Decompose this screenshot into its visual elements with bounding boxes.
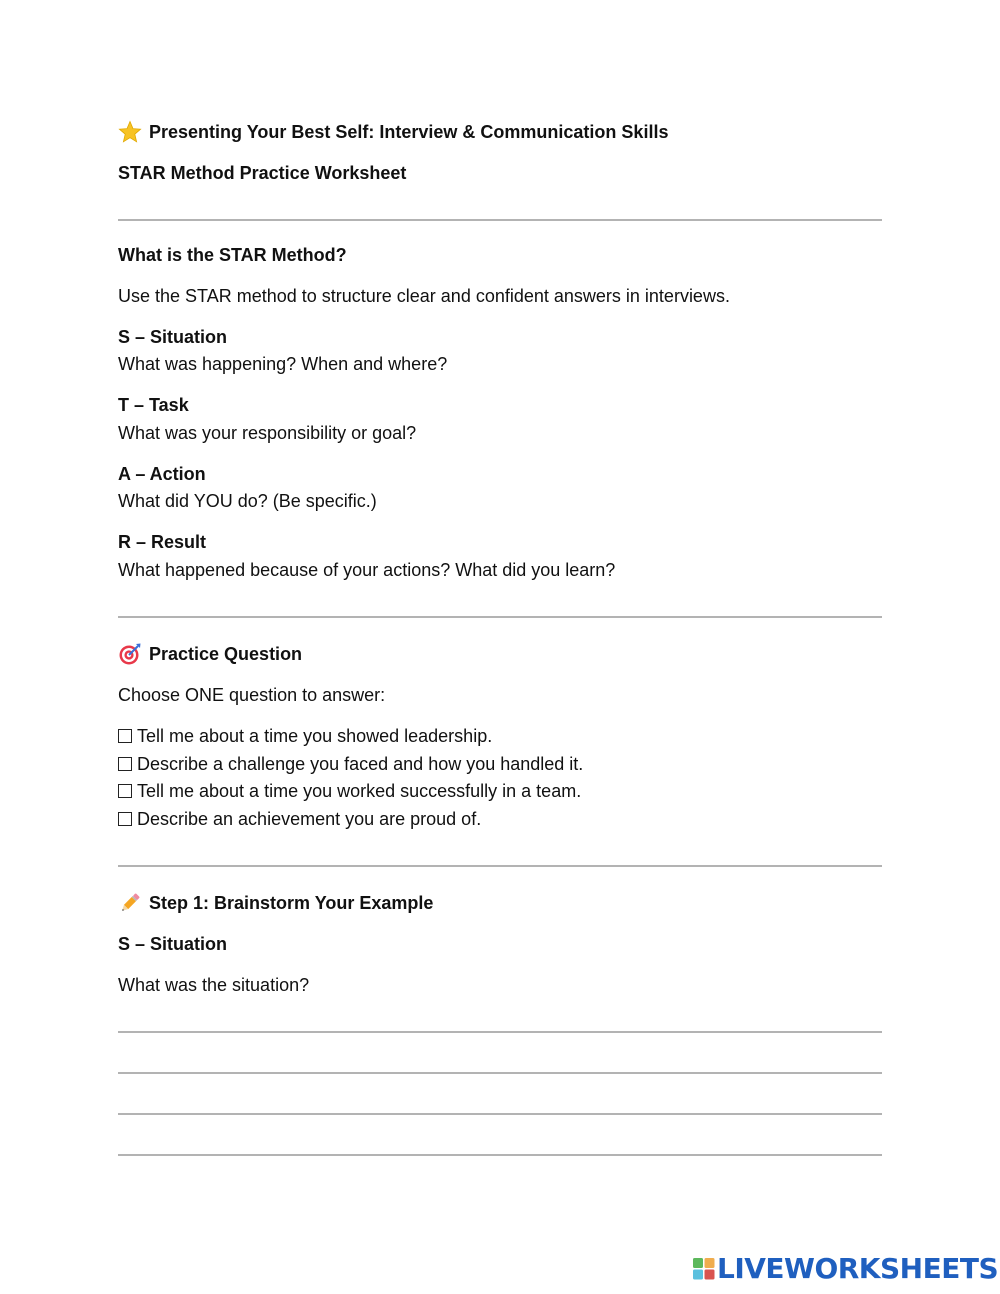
worksheet-subtitle: STAR Method Practice Worksheet bbox=[118, 163, 407, 183]
pencil-icon bbox=[118, 891, 142, 915]
question-text: Describe a challenge you faced and how you handled it. bbox=[137, 754, 584, 774]
page-title: Presenting Your Best Self: Interview & Communication Skills bbox=[149, 122, 669, 142]
section-heading-step1: Step 1: Brainstorm Your Example bbox=[149, 893, 434, 913]
question-text: Tell me about a time you worked successfully in a team. bbox=[137, 781, 582, 801]
checkbox[interactable] bbox=[118, 729, 132, 743]
checkbox[interactable] bbox=[118, 784, 132, 798]
question-text: Describe an achievement you are proud of. bbox=[137, 809, 482, 829]
star-item-text: What did YOU do? (Be specific.) bbox=[118, 491, 377, 511]
practice-instruction: Choose ONE question to answer: bbox=[118, 685, 386, 705]
star-item-text: What happened because of your actions? What did you learn? bbox=[118, 560, 616, 580]
logo-mark-icon bbox=[693, 1258, 715, 1280]
answer-line[interactable] bbox=[118, 1154, 882, 1156]
question-option[interactable] bbox=[118, 753, 583, 775]
section-heading-star: What is the STAR Method? bbox=[118, 245, 347, 265]
star-item-text: What was happening? When and where? bbox=[118, 354, 448, 374]
target-icon bbox=[118, 642, 142, 666]
answer-line[interactable] bbox=[118, 1113, 882, 1115]
step1-sub-label: S – Situation bbox=[118, 934, 228, 954]
divider bbox=[118, 865, 882, 867]
answer-line[interactable] bbox=[118, 1031, 882, 1033]
star-item-label: R – Result bbox=[118, 532, 207, 552]
step1-prompt: What was the situation? bbox=[118, 975, 310, 995]
liveworksheets-logo bbox=[693, 1252, 999, 1285]
star-item-label: S – Situation bbox=[118, 327, 228, 347]
star-item-text: What was your responsibility or goal? bbox=[118, 423, 417, 443]
checkbox[interactable] bbox=[118, 812, 132, 826]
star-item-label: T – Task bbox=[118, 395, 189, 415]
divider bbox=[118, 219, 882, 221]
question-option[interactable] bbox=[118, 808, 481, 830]
answer-line[interactable] bbox=[118, 1072, 882, 1074]
section-heading-practice: Practice Question bbox=[149, 644, 303, 664]
star-item-label: A – Action bbox=[118, 464, 206, 484]
question-option[interactable] bbox=[118, 725, 492, 747]
divider bbox=[118, 616, 882, 618]
brand-wordmark: LIVEWORKSHEETS bbox=[717, 1252, 999, 1285]
star-icon bbox=[118, 120, 142, 144]
star-intro: Use the STAR method to structure clear and confident answers in interviews. bbox=[118, 286, 730, 306]
question-option[interactable] bbox=[118, 780, 581, 802]
question-text: Tell me about a time you showed leadership. bbox=[137, 726, 493, 746]
checkbox[interactable] bbox=[118, 757, 132, 771]
